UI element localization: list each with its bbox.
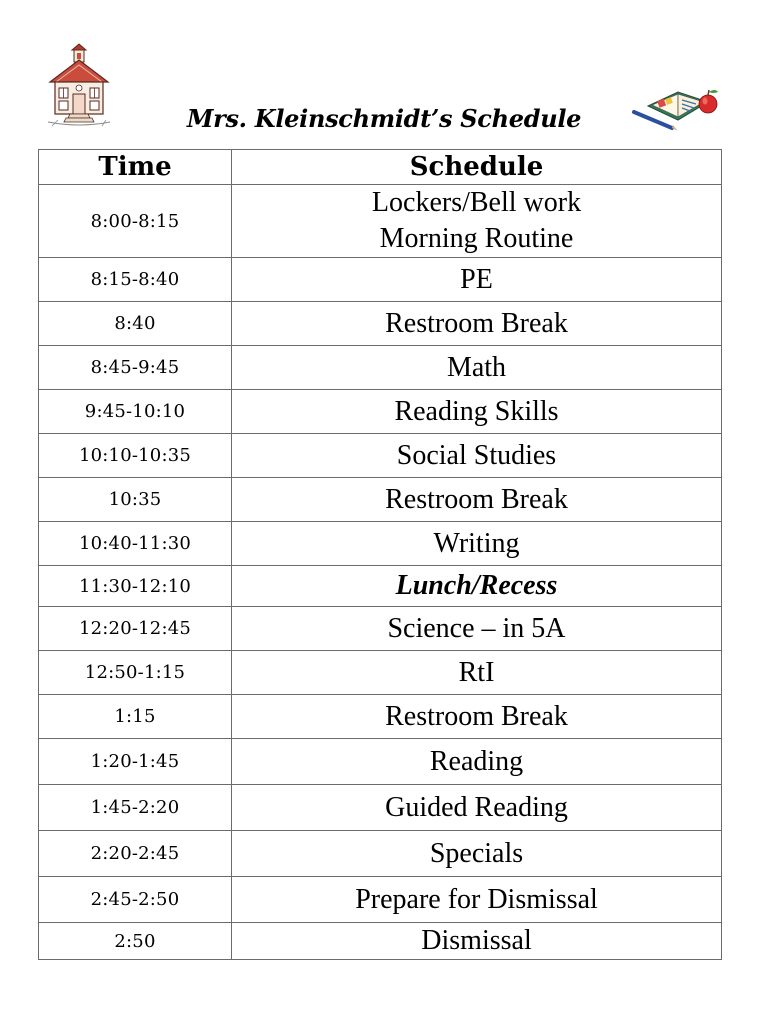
activity-text: Restroom Break — [385, 307, 568, 339]
time-cell: 1:15 — [39, 695, 232, 739]
table-row — [39, 302, 722, 346]
activity-cell — [232, 346, 722, 390]
time-cell: 10:40-11:30 — [39, 522, 232, 566]
activity-text: Morning Routine — [379, 223, 574, 254]
table-row — [39, 651, 722, 695]
table-header-row — [39, 150, 722, 185]
activity-text: Prepare for Dismissal — [355, 883, 598, 915]
time-cell: 8:45-9:45 — [39, 346, 232, 390]
activity-cell — [232, 785, 722, 831]
activity-text: Lockers/Bell work — [371, 187, 582, 218]
time-cell: 8:15-8:40 — [39, 258, 232, 302]
time-cell: 10:35 — [39, 478, 232, 522]
activity-cell — [232, 522, 722, 566]
schedule-column-header: Schedule — [232, 150, 722, 185]
time-cell: 8:00-8:15 — [39, 185, 232, 258]
time-cell: 2:20-2:45 — [39, 831, 232, 877]
table-row — [39, 739, 722, 785]
activity-cell — [232, 185, 722, 258]
activity-cell — [232, 302, 722, 346]
table-row — [39, 923, 722, 960]
activity-cell — [232, 695, 722, 739]
table-row — [39, 346, 722, 390]
time-cell: 8:40 — [39, 302, 232, 346]
table-row — [39, 390, 722, 434]
activity-cell — [232, 923, 722, 960]
table-row — [39, 185, 722, 258]
activity-text: Math — [446, 351, 507, 383]
activity-text: RtI — [458, 656, 495, 688]
activity-cell — [232, 877, 722, 923]
activity-text: Specials — [429, 837, 524, 869]
table-row — [39, 258, 722, 302]
schedule-table — [38, 149, 722, 960]
activity-cell — [232, 607, 722, 651]
time-cell: 1:20-1:45 — [39, 739, 232, 785]
time-cell: 2:45-2:50 — [39, 877, 232, 923]
time-cell: 1:45-2:20 — [39, 785, 232, 831]
table-row — [39, 785, 722, 831]
activity-text: Writing — [433, 527, 520, 559]
activity-text: Dismissal — [421, 925, 532, 956]
activity-text: Social Studies — [396, 439, 557, 471]
time-cell: 11:30-12:10 — [39, 566, 232, 607]
activity-cell — [232, 651, 722, 695]
activity-text: Reading Skills — [394, 395, 559, 427]
time-cell: 12:20-12:45 — [39, 607, 232, 651]
activity-cell — [232, 566, 722, 607]
table-row — [39, 434, 722, 478]
activity-cell — [232, 478, 722, 522]
table-row — [39, 695, 722, 739]
time-cell: 10:10-10:35 — [39, 434, 232, 478]
activity-text: Science – in 5A — [387, 612, 566, 644]
activity-text: Guided Reading — [385, 791, 568, 823]
table-row — [39, 831, 722, 877]
time-cell: 9:45-10:10 — [39, 390, 232, 434]
page-title: Mrs. Kleinschmidt’s Schedule — [186, 104, 582, 133]
activity-text: Restroom Break — [385, 700, 568, 732]
activity-cell — [232, 434, 722, 478]
activity-text: Reading — [429, 745, 524, 777]
table-row — [39, 566, 722, 607]
schedule-body — [39, 185, 722, 960]
activity-text: Lunch/Recess — [395, 570, 558, 601]
activity-cell — [232, 390, 722, 434]
time-cell: 2:50 — [39, 923, 232, 960]
time-column-header: Time — [39, 150, 232, 185]
activity-cell — [232, 258, 722, 302]
activity-text: Restroom Break — [385, 483, 568, 515]
table-row — [39, 877, 722, 923]
table-row — [39, 607, 722, 651]
table-row — [39, 522, 722, 566]
activity-text: PE — [460, 263, 493, 295]
time-cell: 12:50-1:15 — [39, 651, 232, 695]
activity-cell — [232, 739, 722, 785]
activity-cell — [232, 831, 722, 877]
table-row — [39, 478, 722, 522]
